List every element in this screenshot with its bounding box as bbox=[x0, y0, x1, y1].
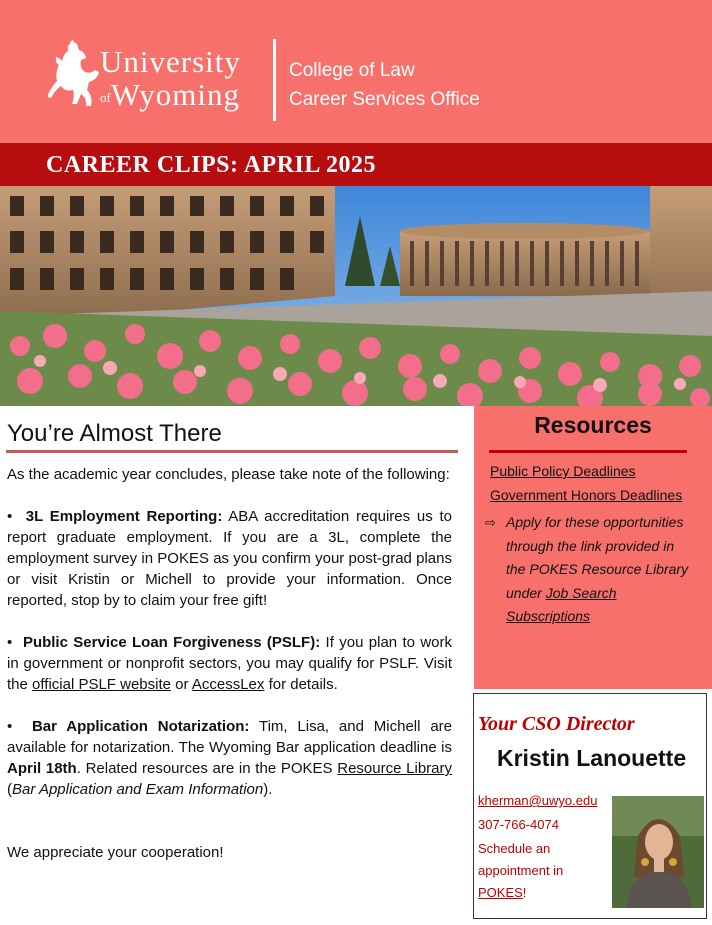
item-heading: Public Service Loan Forgiveness (PSLF): bbox=[22, 634, 321, 651]
article-intro: As the academic year concludes, please take note of the following: bbox=[7, 466, 450, 483]
item-text: Tim, Lisa, and Michell are available for notarization. The Wyoming Bar application deadline is bbox=[7, 718, 452, 756]
header-divider bbox=[273, 39, 276, 121]
job-search-subscriptions-link[interactable]: Job Search Subscriptions bbox=[506, 584, 617, 624]
accesslex-link[interactable]: AccessLex bbox=[191, 676, 265, 693]
director-heading: Your CSO Director bbox=[478, 713, 635, 735]
resources-note: Apply for these opportunities through the link provided in the POKES Resource Library under Job Search Subscriptions bbox=[506, 514, 689, 624]
office-name: Career Services Office bbox=[289, 89, 480, 110]
college-block bbox=[289, 56, 480, 114]
university-word: University bbox=[100, 44, 241, 79]
university-wordmark bbox=[100, 46, 241, 110]
article-title: You’re Almost There bbox=[7, 420, 222, 447]
list-item: • Bar Application Notarization: Tim, Lisa, and Michell are available for notarization. The Wyoming Bar application deadline is April 18th. Related resources are in the POKES Resource Library (Bar Application and Exam Information). bbox=[7, 718, 452, 798]
bucking-horse-logo-icon bbox=[48, 40, 100, 122]
arrow-icon: ⇨ bbox=[485, 515, 496, 530]
director-phone: 307-766-4074 bbox=[478, 817, 559, 832]
pslf-website-link[interactable]: official PSLF website bbox=[32, 676, 171, 693]
item-text: ABA accreditation requires us to report graduate employment. If you are a 3L, complete the employment survey in POKES as you confirm your post-grad plans or visit Kristin or Michell to provide your information. Once reported, stop by to claim your free gift! bbox=[7, 508, 452, 609]
list-item: • 3L Employment Reporting: ABA accreditation requires us to report graduate employment. If you are a 3L, complete the employment survey in POKES as you confirm your post-grad plans or visit Kristin or Michell to provide your information. Once reported, stop by to claim your free gift! bbox=[7, 508, 452, 609]
bar-info-italic: Bar Application and Exam Information bbox=[12, 781, 264, 798]
resources-title: Resources bbox=[534, 412, 652, 438]
schedule-line-2: appointment in bbox=[478, 863, 564, 878]
resources-underline bbox=[489, 450, 687, 453]
list-item: • Public Service Loan Forgiveness (PSLF): If you plan to work in government or nonprofit sectors, you may qualify for PSLF. Visit the official PSLF website or AccessLex for details. bbox=[7, 634, 452, 693]
item-text: If you plan to work in government or nonprofit sectors, you may qualify for PSLF. Visit the bbox=[7, 634, 452, 693]
college-name: College of Law bbox=[289, 60, 415, 81]
pokes-link[interactable]: POKES bbox=[478, 885, 523, 900]
director-name: Kristin Lanouette bbox=[497, 745, 687, 771]
item-heading: Bar Application Notarization: bbox=[31, 718, 250, 735]
director-photo bbox=[612, 796, 704, 908]
of-word: of bbox=[100, 90, 111, 105]
title-underline bbox=[6, 450, 458, 453]
schedule-line-1: Schedule an bbox=[478, 841, 551, 856]
item-heading: 3L Employment Reporting: bbox=[25, 508, 223, 525]
campus-flowers-photo bbox=[0, 186, 712, 406]
wyoming-word: Wyoming bbox=[110, 77, 240, 112]
resource-library-link[interactable]: Resource Library bbox=[337, 760, 452, 777]
director-email-link[interactable]: kherman@uwyo.edu bbox=[478, 793, 598, 808]
public-policy-deadlines-link[interactable]: Public Policy Deadlines bbox=[490, 463, 636, 479]
article-body bbox=[7, 464, 452, 863]
government-honors-deadlines-link[interactable]: Government Honors Deadlines bbox=[490, 487, 683, 503]
pokes-line: POKES! bbox=[478, 885, 527, 900]
closing-line: We appreciate your cooperation! bbox=[7, 844, 224, 861]
deadline-date: April 18th bbox=[7, 760, 77, 777]
newsletter-title: CAREER CLIPS: APRIL 2025 bbox=[46, 152, 377, 178]
